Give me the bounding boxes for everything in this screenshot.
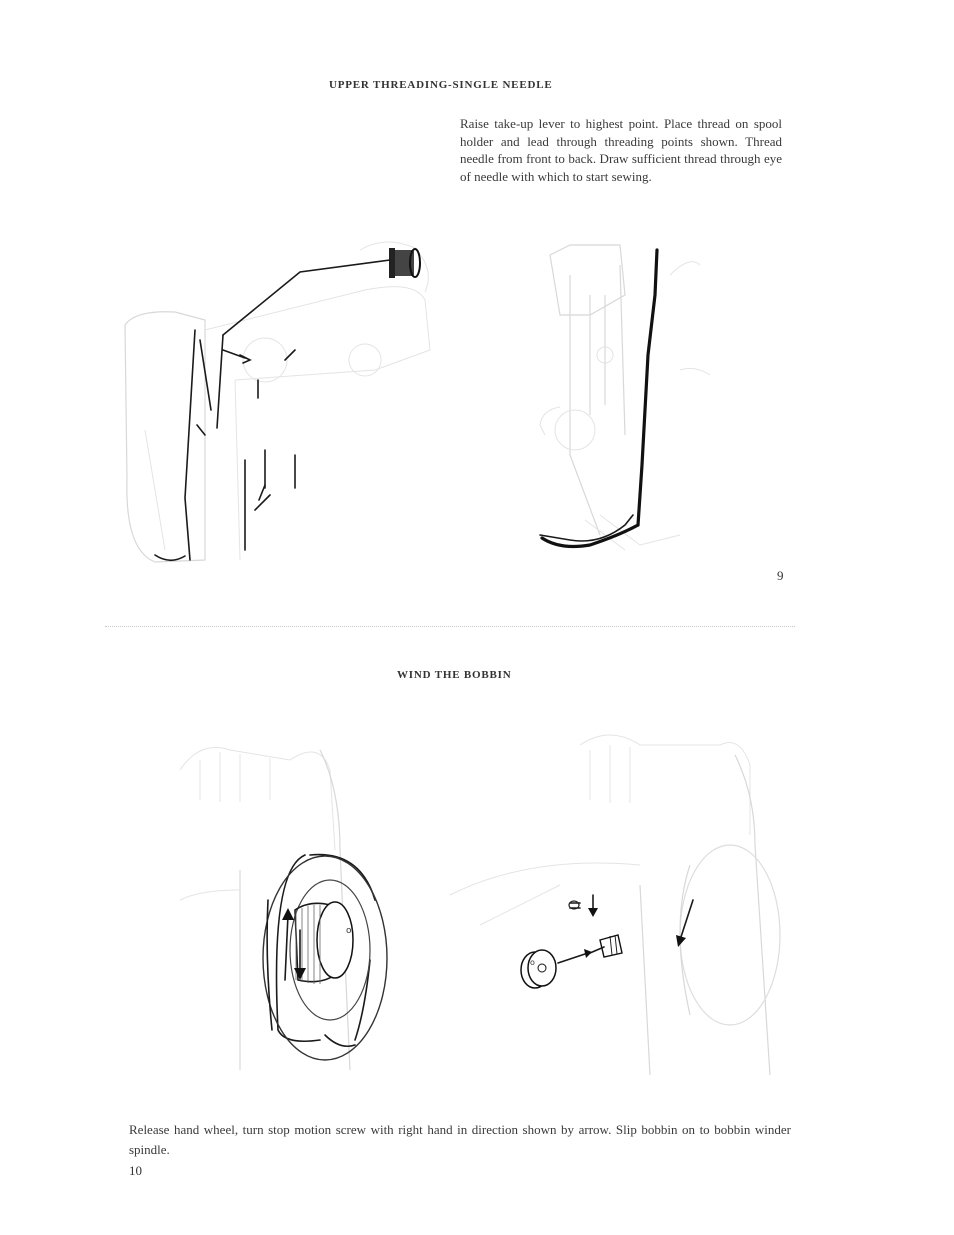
bobbin-spindle-icon [440, 725, 780, 1080]
page-number-10: 10 [129, 1163, 142, 1178]
threading-instructions: Raise take-up lever to highest point. Place thread on spool holder and lead through threading points shown. Thread needle from front to back. Draw sufficient thread through eye of needle with which to start sewing. [460, 116, 782, 184]
needle-threading-icon [530, 235, 730, 565]
page-number-9: 9 [777, 568, 784, 583]
bobbin-instructions: Release hand wheel, turn stop motion screw with right hand in direction shown by arrow. Slip bobbin on to bobbin winder spindle. [129, 1122, 791, 1157]
section-title-wind-bobbin: WIND THE BOBBIN [397, 669, 512, 681]
page-divider [105, 626, 795, 627]
svg-text:o: o [346, 926, 352, 936]
svg-text:o: o [530, 958, 535, 967]
machine-head-threading-icon [115, 230, 455, 570]
section-title-upper-threading: UPPER THREADING-SINGLE NEEDLE [329, 79, 553, 91]
hand-wheel-icon [170, 730, 400, 1080]
